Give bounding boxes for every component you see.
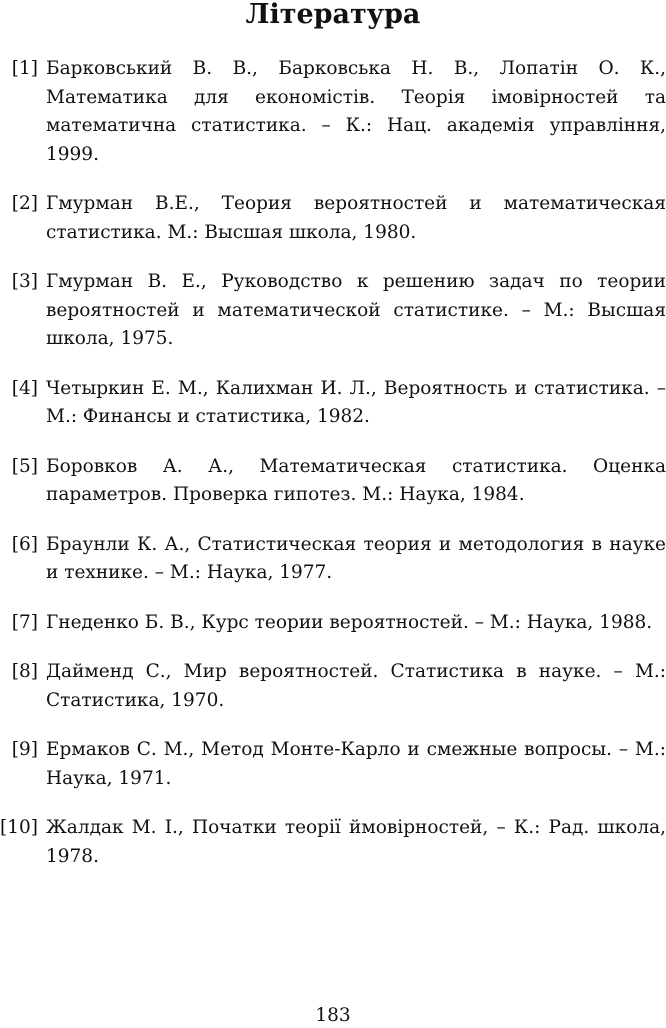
reference-number: [4] xyxy=(11,377,38,399)
reference-number: [7] xyxy=(11,611,38,633)
reference-number: [5] xyxy=(11,455,38,477)
reference-item xyxy=(0,736,666,793)
reference-number: [8] xyxy=(11,661,38,682)
reference-item xyxy=(0,55,666,169)
reference-number: [3] xyxy=(11,271,38,292)
reference-text: Боровков А. А., Математическая статистика. Оценка параметров. Проверка гипотез. М.: Наука, 1984. xyxy=(46,455,666,505)
reference-text: Гнеденко Б. В., Курс теории вероятностей. – М.: Наука, 1988. xyxy=(46,611,653,633)
reference-item xyxy=(0,658,666,715)
reference-number: [10] xyxy=(0,817,38,838)
reference-item xyxy=(0,190,666,247)
reference-item xyxy=(0,531,666,588)
reference-text: Четыркин Е. М., Калихман И. Л., Вероятность и статистика. – М.: Финансы и статистика, 1982. xyxy=(46,377,666,427)
reference-text: Ермаков С. М., Метод Монте-Карло и смежные вопросы. – М.: Наука, 1971. xyxy=(46,739,666,789)
page-title: Література xyxy=(245,0,421,30)
reference-item xyxy=(0,814,666,871)
reference-number: [6] xyxy=(11,533,38,555)
reference-list xyxy=(0,55,666,892)
reference-text: Дайменд С., Мир вероятностей. Статистика в науке. – М.: Статистика, 1970. xyxy=(46,661,666,711)
reference-item xyxy=(0,609,666,638)
reference-number: [2] xyxy=(11,193,38,214)
reference-item xyxy=(0,268,666,354)
reference-item xyxy=(0,453,666,510)
reference-number: [9] xyxy=(11,739,38,760)
reference-text: Браунли К. А., Статистическая теория и методология в науке и технике. – М.: Наука, 1977. xyxy=(46,533,666,583)
reference-item xyxy=(0,375,666,432)
reference-text: Гмурман В.Е., Теория вероятностей и математическая статистика. М.: Высшая школа, 1980. xyxy=(46,193,666,243)
reference-text: Барковський В. В., Барковська Н. В., Лопатін О. К., Математика для економістів. Теорія імовірностей та математична статистика. – К.: Нац. академія управління, 1999. xyxy=(46,58,666,165)
reference-number: [1] xyxy=(11,58,38,79)
reference-text: Гмурман В. Е., Руководство к решению задач по теории вероятностей и математической статистике. – М.: Высшая школа, 1975. xyxy=(46,271,666,349)
reference-text: Жалдак М. I., Початки теорії ймовірностей, – К.: Рад. школа, 1978. xyxy=(46,817,666,867)
page-number: 183 xyxy=(315,1005,351,1026)
